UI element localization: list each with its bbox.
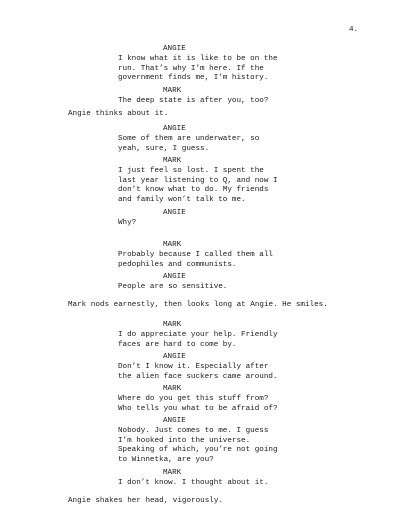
- dialogue-block: [118, 363, 318, 382]
- dialogue-line: I don’t know. I thought about it.: [118, 479, 269, 487]
- dialogue-block: [118, 135, 318, 154]
- character-name: MARK: [163, 385, 182, 393]
- dialogue-line: faces are hard to come by.: [118, 340, 237, 349]
- character-name: MARK: [163, 157, 182, 165]
- dialogue-line: The deep state is after you, too?: [118, 97, 269, 105]
- character-name: ANGIE: [163, 417, 186, 425]
- dialogue-line: pedophiles and communists.: [118, 260, 237, 269]
- character-cue: [163, 469, 181, 479]
- dialogue-block: [118, 479, 318, 489]
- dialogue-line: run. That’s why I’m here. If the: [118, 64, 264, 73]
- character-cue: [163, 353, 186, 363]
- dialogue-block: [118, 283, 318, 293]
- dialogue-block: [118, 97, 318, 107]
- dialogue-line: Nobody. Just comes to me. I guess: [118, 427, 269, 435]
- dialogue-line: government finds me, I’m history.: [118, 74, 269, 83]
- dialogue-line: I know what it is like to be on the: [118, 55, 278, 63]
- action-line: [68, 497, 348, 507]
- dialogue-line: Who tells you what to be afraid of?: [118, 404, 278, 413]
- dialogue-line: Speaking of which, you’re not going: [118, 446, 278, 455]
- dialogue-block: [118, 167, 318, 205]
- action-text: Angie thinks about it.: [68, 110, 169, 118]
- character-name: ANGIE: [163, 273, 186, 281]
- character-cue: [163, 385, 181, 395]
- character-cue: [163, 321, 181, 331]
- character-name: MARK: [163, 241, 182, 249]
- character-cue: [163, 45, 186, 55]
- page-number: 4.: [349, 26, 359, 34]
- dialogue-line: I do appreciate your help. Friendly: [118, 331, 278, 339]
- dialogue-line: Why?: [118, 219, 137, 227]
- character-cue: [163, 273, 186, 283]
- character-name: ANGIE: [163, 125, 186, 133]
- dialogue-line: to Winnetka, are you?: [118, 455, 214, 464]
- dialogue-block: [118, 427, 318, 465]
- dialogue-line: Probably because I called them all: [118, 251, 273, 259]
- dialogue-line: I just feel so lost. I spent the: [118, 167, 264, 175]
- character-cue: [163, 241, 181, 251]
- dialogue-line: Don’t I know it. Especially after: [118, 363, 269, 371]
- character-cue: [163, 209, 186, 219]
- character-cue: [163, 157, 181, 167]
- dialogue-block: [118, 331, 318, 350]
- character-name: ANGIE: [163, 45, 186, 53]
- dialogue-line: People are so sensitive.: [118, 283, 228, 291]
- dialogue-line: Where do you get this stuff from?: [118, 395, 269, 403]
- dialogue-line: don’t know what to do. My friends: [118, 186, 269, 195]
- dialogue-line: the alien face suckers came around.: [118, 372, 278, 381]
- dialogue-line: last year listening to Q, and now I: [118, 176, 278, 185]
- action-text: Mark nods earnestly, then looks long at Angie. He smiles.: [68, 301, 328, 309]
- character-name: MARK: [163, 87, 182, 95]
- character-name: MARK: [163, 469, 182, 477]
- dialogue-line: yeah, sure, I guess.: [118, 144, 210, 153]
- dialogue-line: Some of them are underwater, so: [118, 135, 260, 143]
- dialogue-block: [118, 395, 318, 414]
- character-cue: [163, 87, 181, 97]
- action-line: [68, 301, 348, 311]
- action-text: Angie shakes her head, vigorously.: [68, 497, 223, 505]
- action-line: [68, 110, 348, 120]
- character-name: ANGIE: [163, 209, 186, 217]
- character-cue: [163, 125, 186, 135]
- character-name: MARK: [163, 321, 182, 329]
- character-cue: [163, 417, 186, 427]
- character-name: ANGIE: [163, 353, 186, 361]
- dialogue-line: and family won’t talk to me.: [118, 195, 246, 204]
- dialogue-block: [118, 219, 318, 229]
- dialogue-line: I’m hooked into the universe.: [118, 436, 251, 445]
- dialogue-block: [118, 251, 318, 270]
- dialogue-block: [118, 55, 318, 84]
